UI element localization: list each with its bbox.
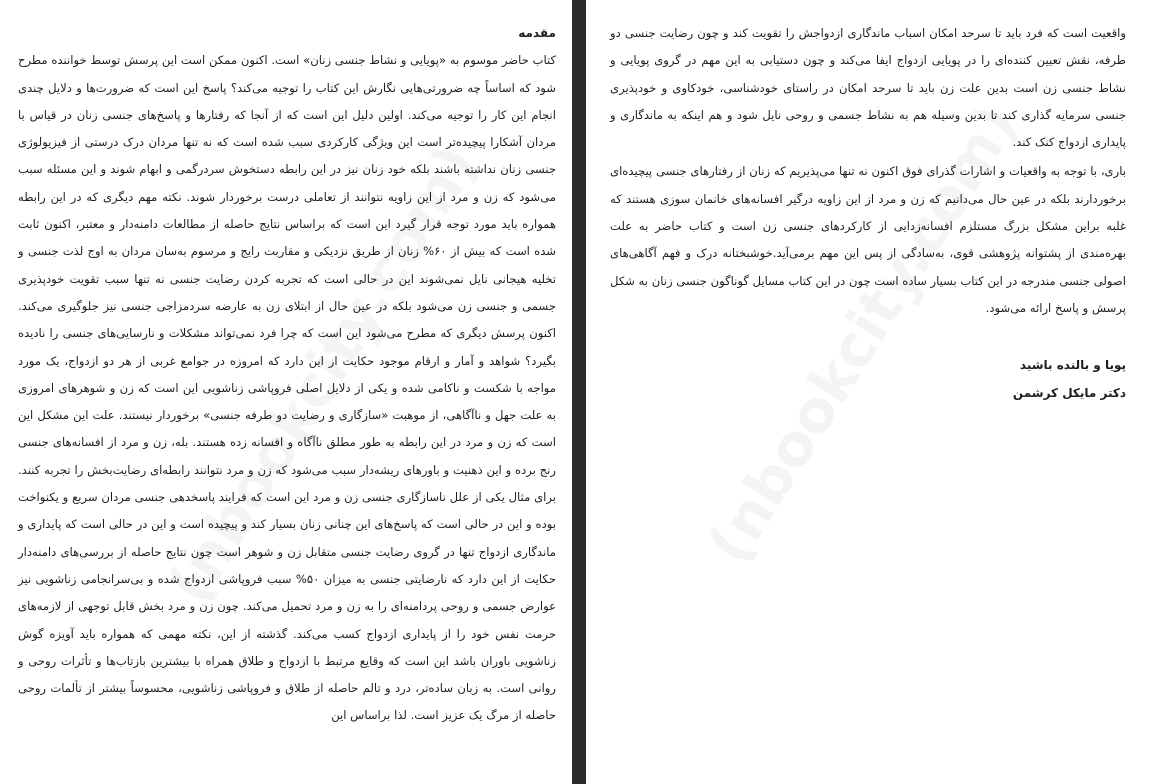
body-paragraph: واقعیت است که فرد باید تا سرحد امکان اسباب ماندگاری ازدواجش را تقویت کند و چون رضایت جنسی دو طرفه، نقش تعیین کننده‌ای را در پویایی ازدواج ایفا می‌کند و چون دستیابی به این مهم در گروی پویایی و نشاط جنسی زن است بدین علت زن باید تا سرحد امکان در راستای خودشناسی، خودکاوی و خودپذیری جنسی سرمایه گذاری کند تا بدین وسیله هم به نشاط جسمی و روحی نایل شود و هم اینکه به ماندگاری و پایداری ازدواج کنک کند. [610,26,1126,150]
right-page [586,0,1150,784]
left-text-column [18,20,556,730]
author-name: دکتر مایکل کرشمن [1012,385,1126,400]
body-paragraph: باری، با توجه به واقعیات و اشارات گذرای فوق اکنون نه تنها می‌پذیریم که زنان از رفتارهای جنسی پیچیده‌ای برخوردارند بلکه در عین حال می‌دانیم که زن و مرد از این زاویه درگیر افسانه‌های خانمان سوزی هستند که غلبه براین مشکل بزرگ مستلزم افسانه‌زدایی از کارکردهای جنسی زن است و کتاب حاضر به علت بهره‌مندی از پشتوانه پژوهشی قوی، به‌سادگی از پس این مهم برمی‌آید.خوشبختانه درک و فهم آگاهی‌های اصولی جنسی مندرجه در این کتاب بسیار ساده است چون در این کتاب مسایل گوناگون جنسی زنان به شکل پرسش و پاسخ ارائه می‌شود. [610,164,1126,315]
left-page [0,0,572,784]
section-heading: مقدمه [518,26,556,40]
right-text-column [610,20,1126,407]
body-paragraph: کتاب حاضر موسوم به «پویایی و نشاط جنسی زنان» است. اکنون ممکن است این پرسش توسط خواننده مطرح شود که اساساً چه ضرورتی‌هایی نگارش این کتاب را توجیه می‌کند؟ پاسخ این است که ضرورت‌ها و دلایل چندی انجام این کار را توجیه می‌کند. اولین دلیل این است که از آنجا که رفتارها و پاسخ‌های جنسی زنان در قیاس با مردان آشکارا پیچیده‌تر است این ویژگی کارکردی سبب شده است که نه تنها مردان درک درستی از فیزیولوژی جنسی زنان نداشته باشند بلکه خود زنان نیز در این رابطه دستخوش سردرگمی و ابهام شوند و این مسئله سبب می‌شود که زن و مرد از این زاویه نتوانند از تعاملی درست برخوردار شوند. نکته مهم دیگری که در این رابطه همواره باید مورد توجه قرار گیرد این است که براساس نتایج حاصله از مطالعات دامنه‌دار و معتبر، اکنون ثابت شده است که بیش از ۶۰% زنان از طریق نزدیکی و مقاربت رایج و مرسوم به‌سان مردان به اوج لذت جنسی و تخلیه هیجانی نایل نمی‌شوند این در حالی است که تجربه کردن رضایت جنسی نه تنها سبب تقویت خودپذیری جسمی و جنسی زن می‌شود بلکه در عین حال از ابتلای زن به عارضه سردمزاجی جنسی نیز جلوگیری می‌کند. اکنون پرسش دیگری که مطرح می‌شود این است که چرا فرد نمی‌تواند مشکلات و نارسایی‌های جنسی را نادیده بگیرد؟ شواهد و آمار و ارقام موجود حکایت از این دارد که امروزه در جوامع غربی از هر دو ازدواج، یک مورد مواجه با شکست و ناکامی شده و یکی از دلایل اصلی فروپاشی زناشویی این است که زن و شوهرهای امروزی به علت جهل و ناآگاهی، از موهبت «سازگاری و رضایت دو طرفه جنسی» برخوردار نیستند. علت این مشکل این است که زن و مرد در این رابطه به طور مطلق ناآگاه و افسانه زده هستند. بله، زن و مرد از افسانه‌های جنسی رنج برده و این ذهنیت و باورهای ریشه‌دار سبب می‌شود که زن و مرد نتوانند رابطه‌ای رضایت‌بخش را تجربه کنند. برای مثال یکی از علل ناسازگاری جنسی زن و مرد این است که فرایند پاسخدهی جنسی مردان سریع و یکنواخت بوده و این در حالی است که پاسخ‌های این چنانی زنان بسیار کند و پیچیده است و این در حالی است که پایداری و ماندگاری ازدواج تنها در گروی رضایت جنسی متقابل زن و شوهر است چون نتایج حاصله از بررسی‌های دامنه‌دار حکایت از این دارد که نارضایتی جنسی به میزان ۵۰% سبب فروپاشی ازدواج شده و بی‌سرانجامی زناشویی نیز عوارض جسمی و روحی پردامنه‌ای را به زن و مرد تحمیل می‌کند. چون زن و مرد بخش قابل توجهی از لازمه‌های حرمت نفس خود را از پایداری ازدواج کسب می‌کند. گذشته از این، نکته مهمی که همواره باید آویزه گوش زناشویی باوران باشد این است که وقایع مرتبط با ازدواج و طلاق همراه با بیشترین بازتاب‌ها و تأثرات روحی و روانی است. به زبان ساده‌تر، درد و تالم حاصله از طلاق و فروپاشی زناشویی، محسوساً بیشتر از تألمات روحی حاصله از مرگ یک عزیز است. لذا براساس این [18,53,557,723]
closing-line: پویا و بالنده باشید [1019,358,1126,373]
page-gutter [572,0,586,784]
